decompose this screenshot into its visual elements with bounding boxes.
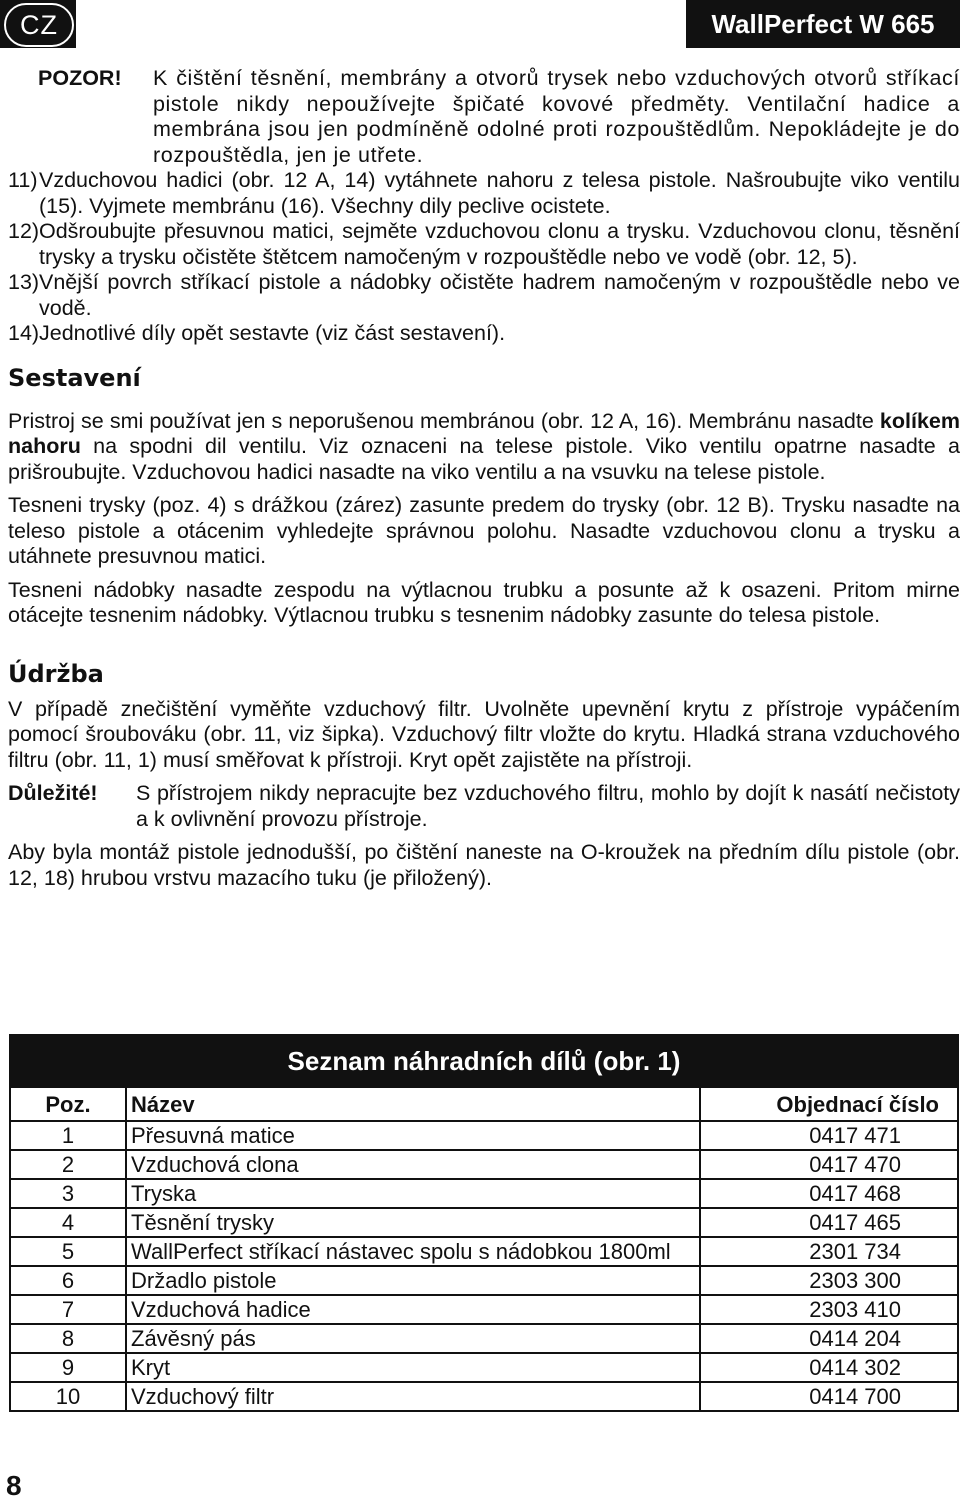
page-header xyxy=(0,0,960,48)
step-number: 12) xyxy=(8,219,40,243)
header-name: Název xyxy=(126,1087,700,1121)
cell-name: Tryska xyxy=(126,1179,700,1208)
assembly-text: na spodni dil ventilu. Viz oznaceni na telese pistole. Viko ventilu opatrne nasadte a prišroubujte. Vzduchovou hadici nasadte na viko ventilu a na vsuvku na telese pistole. xyxy=(8,434,960,484)
assembly-paragraph-3: Tesneni nádobky nasadte zespodu na výtlacnou trubku a posunte až k osazeni. Pritom mirne otácejte tesnenim nádobky. Výtlacnou trubku s tesnenim nádobky zasunte do telesa pistole. xyxy=(8,577,960,627)
cell-order-number: 0414 700 xyxy=(700,1382,958,1411)
cell-name: Těsnění trysky xyxy=(126,1208,700,1237)
parts-table xyxy=(9,1034,959,1412)
cell-name: WallPerfect stříkací nástavec spolu s nádobkou 1800ml xyxy=(126,1237,700,1266)
parts-table-title: Seznam náhradních dílů (obr. 1) xyxy=(9,1034,959,1086)
important-label: Důležité! xyxy=(8,781,98,805)
cell-order-number: 2301 734 xyxy=(700,1237,958,1266)
cell-order-number: 0417 471 xyxy=(700,1121,958,1150)
table-row xyxy=(10,1121,958,1150)
cell-position: 6 xyxy=(10,1266,126,1295)
step-text: Jednotlivé díly opět sestavte (viz část sestavení). xyxy=(39,321,506,345)
cell-position: 3 xyxy=(10,1179,126,1208)
assembly-heading: Sestavení xyxy=(8,363,141,392)
table-row xyxy=(10,1295,958,1324)
cell-position: 10 xyxy=(10,1382,126,1411)
step-number: 14) xyxy=(8,321,40,345)
maintenance-paragraph-1: V případě znečištění vyměňte vzduchový filtr. Uvolněte upevnění krytu z přístroje vypáčením pomocí šroubováku (obr. 11, viz šipka). Vzduchový filtr vložte do krytu. Hladká strana vzduchového filtru (obr. 11, 1) musí směřovat k přístroji. Kryt opět zajistěte na přístroji. xyxy=(8,696,960,772)
cell-order-number: 0417 470 xyxy=(700,1150,958,1179)
cell-position: 8 xyxy=(10,1324,126,1353)
important-note xyxy=(8,781,960,832)
cell-name: Držadlo pistole xyxy=(126,1266,700,1295)
step-number: 13) xyxy=(8,270,40,294)
assembly-paragraph-1 xyxy=(8,409,960,486)
assembly-bold-text: kolíkem nahoru xyxy=(8,408,960,458)
manual-content xyxy=(8,66,960,891)
step-item xyxy=(8,270,960,321)
cell-position: 5 xyxy=(10,1237,126,1266)
cell-name: Vzduchový filtr xyxy=(126,1382,700,1411)
language-badge xyxy=(0,0,76,48)
cell-name: Kryt xyxy=(126,1353,700,1382)
table-row xyxy=(10,1324,958,1353)
assembly-text: Pristroj se smi používat jen s neporušenou membránou (obr. 12 A, 16). Membránu nasadte xyxy=(8,408,880,433)
step-item xyxy=(8,219,960,270)
warning-label: POZOR! xyxy=(38,66,122,90)
cell-order-number: 0417 465 xyxy=(700,1208,958,1237)
table-row xyxy=(10,1353,958,1382)
cell-position: 9 xyxy=(10,1353,126,1382)
cell-name: Vzduchová clona xyxy=(126,1150,700,1179)
step-text: Vzduchovou hadici (obr. 12 A, 14) vytáhnete nahoru z telesa pistole. Našroubujte viko ventilu (15). Vyjmete membránu (16). Všechny dily peclive ocistete. xyxy=(39,168,960,218)
cell-order-number: 0414 302 xyxy=(700,1353,958,1382)
table-row xyxy=(10,1179,958,1208)
cell-name: Vzduchová hadice xyxy=(126,1295,700,1324)
maintenance-heading: Údržba xyxy=(8,659,104,688)
page-number: 8 xyxy=(6,1470,22,1501)
cell-position: 4 xyxy=(10,1208,126,1237)
table-row xyxy=(10,1237,958,1266)
important-text: S přístrojem nikdy nepracujte bez vzduchového filtru, mohlo by dojít k nasátí nečistoty a k ovlivnění provozu přístroje. xyxy=(136,781,960,831)
step-text: Odšroubujte přesuvnou matici, sejměte vzduchovou clonu a trysku. Vzduchovou clonu, těsnění trysky a trysku očistěte štětcem namočeným v rozpouštědle nebo ve vodě (obr. 12, 5). xyxy=(39,219,960,269)
warning-text: K čištění těsnění, membrány a otvorů trysek nebo vzduchových otvorů stříkací pistole nikdy nepoužívejte špičaté kovové předměty. Ventilační hadice a membrána jsou jen podmíněně odolné proti rozpouštědlům. Nepokládejte je do rozpouštědla, jen je utřete. xyxy=(153,66,960,167)
step-item xyxy=(8,321,960,347)
cell-order-number: 0414 204 xyxy=(700,1324,958,1353)
maintenance-paragraph-2: Aby byla montáž pistole jednodušší, po čištění naneste na O-kroužek na předním dílu pistole (obr. 12, 18) hrubou vrstvu mazacího tuku (je přiložený). xyxy=(8,840,960,890)
header-order-number: Objednací číslo xyxy=(700,1087,958,1121)
cell-position: 1 xyxy=(10,1121,126,1150)
cell-order-number: 2303 410 xyxy=(700,1295,958,1324)
cell-name: Přesuvná matice xyxy=(126,1121,700,1150)
table-row xyxy=(10,1208,958,1237)
product-title: WallPerfect W 665 xyxy=(686,0,960,48)
table-row xyxy=(10,1382,958,1411)
step-item xyxy=(8,168,960,219)
step-text: Vnější povrch stříkací pistole a nádobky očistěte hadrem namočeným v rozpouštědle nebo ve vodě. xyxy=(39,270,960,320)
table-row xyxy=(10,1266,958,1295)
cell-position: 7 xyxy=(10,1295,126,1324)
assembly-paragraph-2: Tesneni trysky (poz. 4) s drážkou (zárez) zasunte predem do trysky (obr. 12 B). Trysku nasadte na teleso pistole a otácenim vyhledejte správnou polohu. Nasadte vzduchovou clonu a trysku a utáhnete presuvnou matici. xyxy=(8,493,960,568)
table-row xyxy=(10,1150,958,1179)
cell-order-number: 0417 468 xyxy=(700,1179,958,1208)
cell-name: Závěsný pás xyxy=(126,1324,700,1353)
table-header-row xyxy=(10,1087,958,1121)
parts-table-grid xyxy=(9,1086,959,1412)
step-number: 11) xyxy=(8,168,38,192)
language-code: CZ xyxy=(4,3,74,47)
warning-block xyxy=(8,66,960,168)
cell-position: 2 xyxy=(10,1150,126,1179)
cell-order-number: 2303 300 xyxy=(700,1266,958,1295)
header-position: Poz. xyxy=(10,1087,126,1121)
